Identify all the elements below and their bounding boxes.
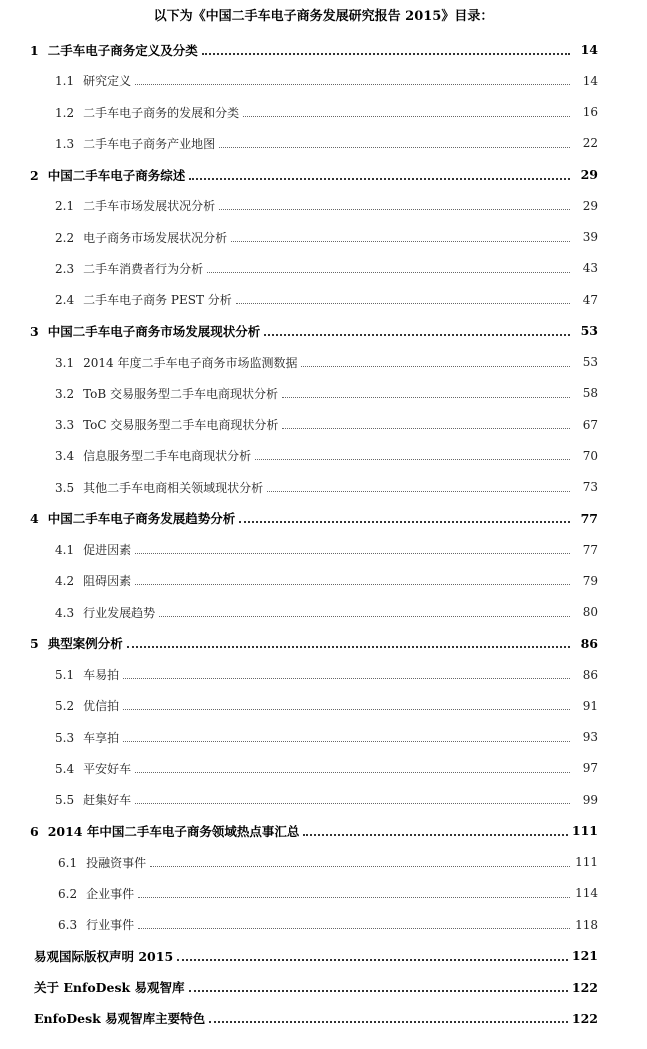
toc-page-number: 77 — [580, 510, 598, 526]
toc-entry-title: 二手车电子商务 PEST 分析 — [83, 293, 232, 308]
toc-entry-number: 5.5 — [55, 793, 75, 808]
toc-page-number: 111 — [575, 855, 598, 870]
toc-entry-number: 5.2 — [55, 699, 75, 714]
toc-entry-label — [55, 541, 131, 558]
toc-entry-label — [55, 260, 203, 277]
toc-entry-label — [55, 416, 278, 433]
toc-entry-title: ToB 交易服务型二手车电商现状分析 — [83, 386, 279, 401]
toc-entry-title: 车享拍 — [83, 730, 120, 745]
toc-entry-number: 3 — [30, 323, 39, 339]
toc-page-number: 77 — [582, 542, 598, 557]
toc-page-number: 111 — [571, 823, 598, 839]
dot-leader — [159, 606, 570, 617]
dot-leader — [189, 980, 568, 992]
toc-entry-number: 3.5 — [55, 480, 75, 495]
toc-page-number: 29 — [580, 167, 598, 183]
toc-page-number: 121 — [571, 948, 598, 964]
toc-entry-label — [34, 978, 185, 996]
toc-entry-label — [55, 791, 131, 808]
toc-chapter-entry[interactable] — [0, 159, 647, 190]
toc-entry-number: 6.1 — [58, 855, 78, 870]
toc-entry-label — [30, 41, 198, 59]
toc-page-number: 53 — [582, 355, 598, 370]
toc-section-entry[interactable] — [0, 347, 647, 378]
toc-entry-label — [55, 604, 155, 621]
toc-entry-title: 2014 年度二手车电子商务市场监测数据 — [83, 355, 298, 370]
toc-section-entry[interactable] — [0, 97, 647, 128]
toc-entry-label — [55, 760, 131, 777]
toc-entry-label — [55, 697, 119, 714]
toc-entry-title: 投融资事件 — [86, 855, 147, 870]
toc-entry-title: 二手车电子商务的发展和分类 — [83, 105, 240, 120]
toc-page-number: 53 — [580, 323, 598, 339]
toc-entry-title: 行业发展趋势 — [83, 605, 156, 620]
toc-section-entry[interactable] — [0, 378, 647, 409]
toc-chapter-entry[interactable] — [0, 628, 647, 659]
toc-entry-label — [34, 1009, 205, 1027]
dot-leader — [202, 43, 570, 55]
toc-entry-label — [55, 72, 131, 89]
dot-leader — [243, 106, 570, 117]
toc-entry-title: 企业事件 — [86, 886, 135, 901]
toc-entry-label — [58, 885, 134, 902]
toc-section-entry[interactable] — [0, 597, 647, 628]
toc-page-number: 39 — [582, 230, 598, 245]
dot-leader — [282, 387, 570, 398]
dot-leader — [127, 636, 570, 648]
toc-entry-title: 行业事件 — [86, 918, 135, 933]
toc-entry-label — [55, 729, 119, 746]
toc-entry-number: 2 — [30, 167, 39, 183]
toc-section-entry[interactable] — [0, 253, 647, 284]
toc-chapter-entry[interactable] — [0, 815, 647, 846]
toc-entry-number: 1.2 — [55, 105, 75, 120]
toc-entry-number: 3.2 — [55, 386, 75, 401]
toc-entry-number: 1.1 — [55, 74, 75, 89]
toc-entry-title: 2014 年中国二手车电子商务领域热点事汇总 — [47, 823, 300, 839]
dot-leader — [177, 949, 568, 961]
toc-entry-title: 阻碍因素 — [83, 574, 132, 589]
toc-page-number: 22 — [582, 136, 598, 151]
toc-section-entry[interactable] — [0, 909, 647, 940]
toc-entry-label — [55, 447, 251, 464]
dot-leader — [209, 1011, 568, 1023]
toc-page-number: 29 — [582, 198, 598, 213]
dot-leader — [236, 293, 570, 304]
toc-section-entry[interactable] — [0, 784, 647, 815]
toc-entry-label — [34, 947, 173, 965]
toc-entry-title: 关于 EnfoDesk 易观智库 — [34, 980, 185, 996]
toc-page-number: 70 — [582, 448, 598, 463]
toc-entry-title: 其他二手车电商相关领域现状分析 — [83, 480, 264, 495]
toc-entry-label — [58, 916, 134, 933]
dot-leader — [123, 668, 570, 679]
dot-leader — [303, 824, 568, 836]
dot-leader — [267, 481, 570, 492]
toc-entry-label — [55, 572, 131, 589]
toc-entry-number: 1 — [30, 42, 39, 58]
toc-entry-title: 二手车消费者行为分析 — [83, 261, 204, 276]
toc-section-entry[interactable] — [0, 472, 647, 503]
toc-entry-label — [30, 634, 123, 652]
toc-page-number: 118 — [575, 917, 598, 932]
toc-section-entry[interactable] — [0, 659, 647, 690]
toc-section-entry[interactable] — [0, 847, 647, 878]
dot-leader — [135, 543, 570, 554]
toc-page-number: 99 — [582, 792, 598, 807]
toc-entry-title: 易观国际版权声明 2015 — [34, 948, 174, 964]
toc-page-number: 97 — [582, 761, 598, 776]
toc-chapter-entry[interactable] — [0, 503, 647, 534]
toc-appendix-entry[interactable] — [0, 940, 647, 971]
dot-leader — [135, 762, 570, 773]
toc-page-number: 122 — [571, 979, 598, 995]
toc-page-number: 14 — [580, 42, 598, 58]
toc-entry-title: 赶集好车 — [83, 793, 132, 808]
toc-page-number: 86 — [582, 667, 598, 682]
toc-page-number: 91 — [582, 698, 598, 713]
toc-entry-label — [55, 666, 119, 683]
toc-entry-number: 2.4 — [55, 293, 75, 308]
toc-page-number: 114 — [575, 886, 598, 901]
toc-entry-number: 6.3 — [58, 918, 78, 933]
toc-entry-number: 5.4 — [55, 761, 75, 776]
toc-entry-title: 二手车电子商务定义及分类 — [47, 42, 198, 58]
dot-leader — [150, 856, 570, 867]
dot-leader — [239, 511, 570, 523]
toc-section-entry[interactable] — [0, 128, 647, 159]
toc-entry-number: 2.3 — [55, 261, 75, 276]
toc-entry-title: 车易拍 — [83, 668, 120, 683]
toc-chapter-entry[interactable] — [0, 34, 647, 65]
toc-appendix-entry[interactable] — [0, 1003, 647, 1034]
dot-leader — [135, 793, 570, 804]
dot-leader — [135, 74, 570, 85]
toc-entry-title: ToC 交易服务型二手车电商现状分析 — [83, 418, 279, 433]
dot-leader — [207, 262, 570, 273]
toc-page-number: 80 — [582, 605, 598, 620]
dot-leader — [123, 699, 570, 710]
toc-appendix-entry[interactable] — [0, 972, 647, 1003]
toc-entry-label — [55, 197, 215, 214]
toc-page-number: 93 — [582, 730, 598, 745]
toc-entry-title: 研究定义 — [83, 74, 132, 89]
toc-entry-label — [55, 104, 239, 121]
toc-page-number: 79 — [582, 573, 598, 588]
toc-section-entry[interactable] — [0, 284, 647, 315]
toc-page-number: 47 — [582, 292, 598, 307]
dot-leader — [138, 918, 570, 929]
toc-entry-number: 5.1 — [55, 668, 75, 683]
toc-entry-label — [30, 822, 299, 840]
toc-page-number: 43 — [582, 261, 598, 276]
toc-entry-title: 促进因素 — [83, 543, 132, 558]
toc-entry-number: 6.2 — [58, 886, 78, 901]
toc-entry-number: 1.3 — [55, 136, 75, 151]
toc-section-entry[interactable] — [0, 534, 647, 565]
toc-entry-number: 3.3 — [55, 418, 75, 433]
toc-entry-number: 6 — [30, 823, 39, 839]
toc-chapter-entry[interactable] — [0, 315, 647, 346]
toc-section-entry[interactable] — [0, 409, 647, 440]
toc-entry-title: 二手车市场发展状况分析 — [83, 199, 216, 214]
toc-entry-number: 4.2 — [55, 574, 75, 589]
toc-entry-number: 2.2 — [55, 230, 75, 245]
toc-entry-number: 2.1 — [55, 199, 75, 214]
toc-entry-number: 5 — [30, 636, 39, 652]
toc-entry-label — [58, 854, 146, 871]
toc-entry-label — [30, 322, 260, 340]
toc-section-entry[interactable] — [0, 565, 647, 596]
dot-leader — [219, 137, 570, 148]
toc-section-entry[interactable] — [0, 65, 647, 96]
toc-entry-title: 电子商务市场发展状况分析 — [83, 230, 228, 245]
toc-entry-label — [55, 229, 227, 246]
toc-entry-number: 4.3 — [55, 605, 75, 620]
toc-section-entry[interactable] — [0, 753, 647, 784]
dot-leader — [231, 231, 570, 242]
dot-leader — [219, 199, 570, 210]
dot-leader — [189, 168, 570, 180]
toc-section-entry[interactable] — [0, 690, 647, 721]
dot-leader — [123, 731, 570, 742]
toc-section-entry[interactable] — [0, 222, 647, 253]
toc-entry-title: 中国二手车电子商务发展趋势分析 — [47, 511, 236, 527]
dot-leader — [135, 574, 570, 585]
toc-entry-title: 平安好车 — [83, 761, 132, 776]
toc-entry-title: 信息服务型二手车电商现状分析 — [83, 449, 252, 464]
toc-entry-title: EnfoDesk 易观智库主要特色 — [34, 1011, 206, 1027]
dot-leader — [301, 356, 570, 367]
toc-section-entry[interactable] — [0, 722, 647, 753]
toc-section-entry[interactable] — [0, 878, 647, 909]
toc-page-number: 122 — [571, 1010, 598, 1026]
toc-entry-label — [55, 291, 232, 308]
toc-section-entry[interactable] — [0, 190, 647, 221]
dot-leader — [255, 449, 570, 460]
dot-leader — [138, 887, 570, 898]
toc-entry-title: 中国二手车电子商务市场发展现状分析 — [47, 323, 261, 339]
toc-page-number: 86 — [580, 635, 598, 651]
toc-entry-number: 3.4 — [55, 449, 75, 464]
dot-leader — [264, 324, 570, 336]
toc-entry-title: 中国二手车电子商务综述 — [47, 167, 186, 183]
toc-entry-number: 3.1 — [55, 355, 75, 370]
toc-entry-title: 二手车电子商务产业地图 — [83, 136, 216, 151]
dot-leader — [282, 418, 570, 429]
toc-entry-title: 典型案例分析 — [47, 636, 123, 652]
toc-entry-label — [30, 166, 185, 184]
toc-entry-label — [55, 479, 263, 496]
toc-entry-title: 优信拍 — [83, 699, 120, 714]
toc-entry-number: 4 — [30, 511, 39, 527]
toc-page-number: 58 — [582, 386, 598, 401]
table-of-contents — [0, 34, 647, 1034]
toc-entry-label — [30, 509, 235, 527]
toc-entry-label — [55, 385, 278, 402]
toc-page-number: 67 — [582, 417, 598, 432]
toc-entry-label — [55, 354, 297, 371]
toc-page-number: 73 — [582, 480, 598, 495]
toc-entry-number: 5.3 — [55, 730, 75, 745]
toc-section-entry[interactable] — [0, 440, 647, 471]
toc-entry-number: 4.1 — [55, 543, 75, 558]
toc-page-number: 14 — [582, 73, 598, 88]
toc-page-number: 16 — [582, 105, 598, 120]
toc-entry-label — [55, 135, 215, 152]
document-title: 以下为《中国二手车电子商务发展研究报告 2015》目录： — [153, 9, 494, 24]
